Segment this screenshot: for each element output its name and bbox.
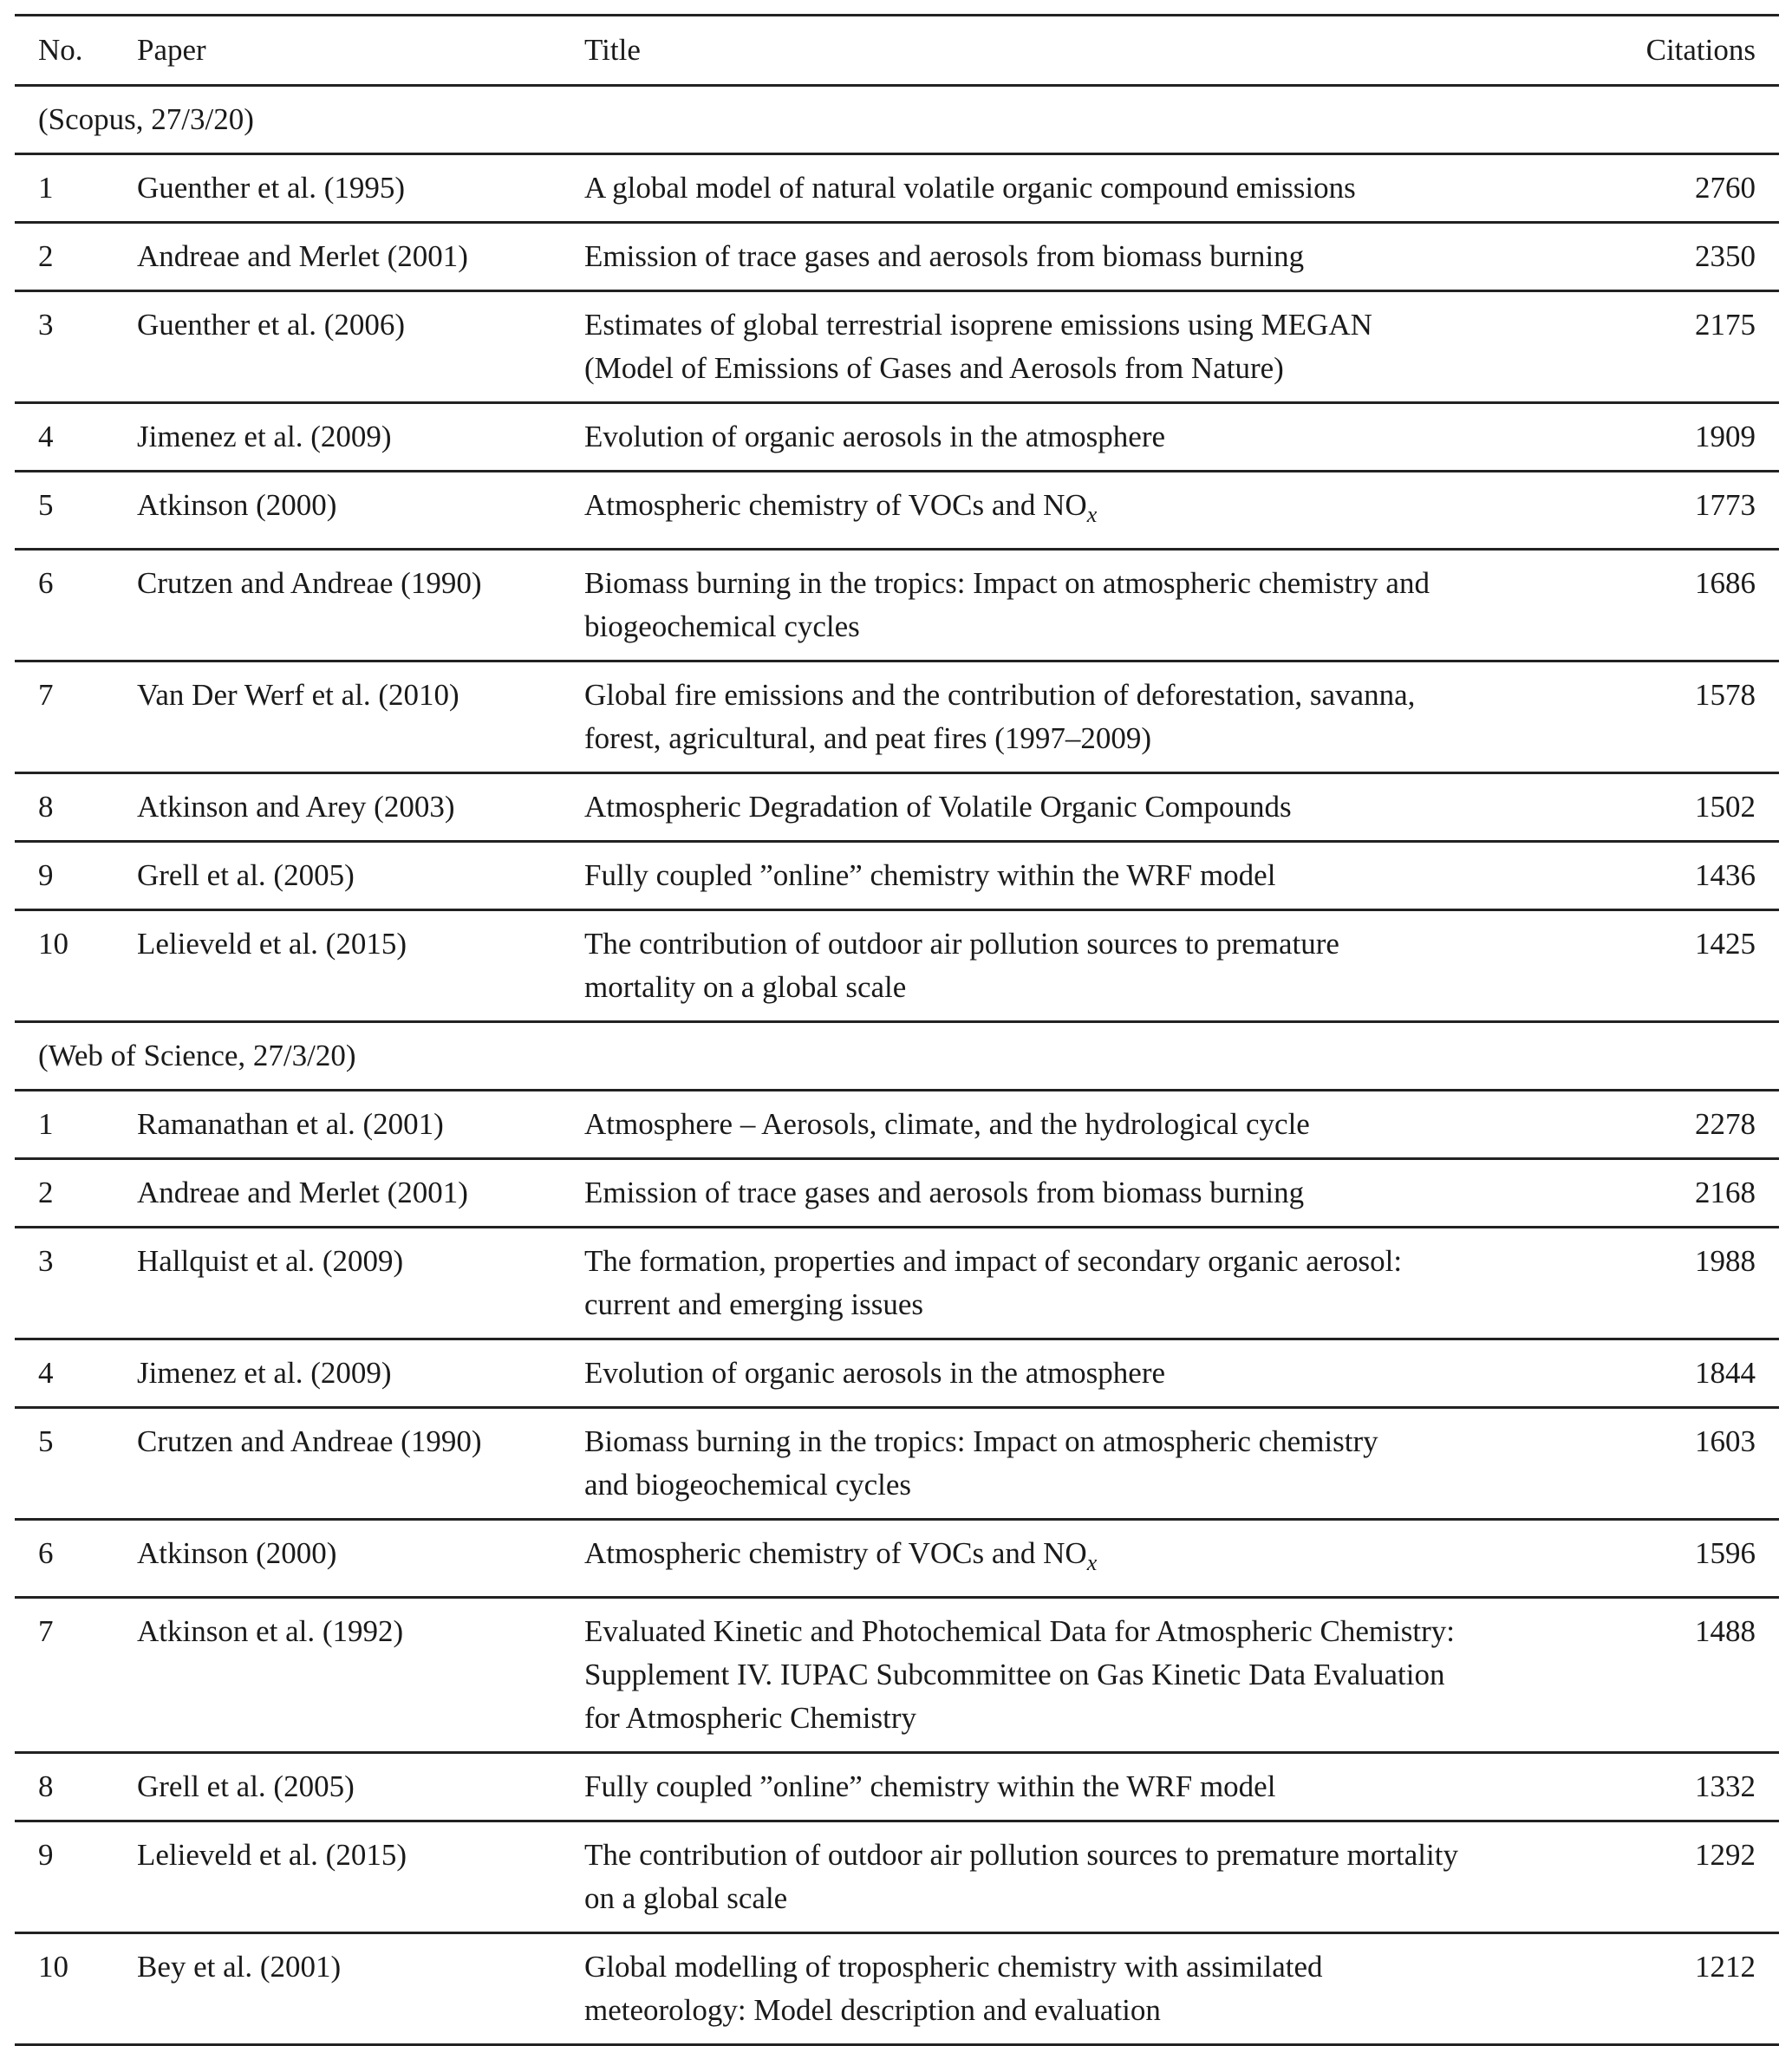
- table-row: [15, 155, 1779, 224]
- paper-title: [584, 1103, 1590, 1146]
- citation-count: 2760: [1695, 171, 1756, 205]
- title-text: Biomass burning in the tropics: Impact on atmospheric chemistry and: [584, 566, 1430, 600]
- title-text: Fully coupled ”online” chemistry within the WRF model: [584, 858, 1276, 892]
- citation-count: 1686: [1695, 566, 1756, 600]
- paper-reference: Hallquist et al. (2009): [137, 1244, 404, 1278]
- title-text: forest, agricultural, and peat fires (1997–2009): [584, 721, 1152, 755]
- row-number: 7: [38, 1614, 54, 1648]
- title-text: Atmospheric Degradation of Volatile Organic Compounds: [584, 790, 1292, 824]
- row-number: 1: [38, 1107, 54, 1141]
- title-line: [584, 303, 1590, 347]
- title-line: [584, 1352, 1590, 1395]
- title-text: Emission of trace gases and aerosols from biomass burning: [584, 1176, 1305, 1209]
- paper-reference: Atkinson (2000): [137, 1536, 337, 1570]
- citation-count: 1425: [1695, 927, 1756, 961]
- title-line: [584, 1283, 1590, 1326]
- paper-title: [584, 303, 1590, 390]
- paper-title: [584, 415, 1590, 459]
- title-line: [584, 1463, 1590, 1507]
- paper-reference: Andreae and Merlet (2001): [137, 1176, 468, 1209]
- row-number: 2: [38, 239, 54, 273]
- paper-reference: Jimenez et al. (2009): [137, 1356, 392, 1390]
- row-number: 2: [38, 1176, 54, 1209]
- paper-reference: Atkinson et al. (1992): [137, 1614, 404, 1648]
- title-text: meteorology: Model description and evaluation: [584, 1993, 1161, 2027]
- title-text: Estimates of global terrestrial isoprene emissions using MEGAN: [584, 308, 1372, 342]
- paper-title: [584, 1352, 1590, 1395]
- table-row: [15, 472, 1779, 551]
- title-line: [584, 347, 1590, 390]
- row-number: 3: [38, 1244, 54, 1278]
- title-text: The contribution of outdoor air pollution sources to premature mortality: [584, 1838, 1458, 1872]
- citation-count: 1212: [1695, 1950, 1756, 1984]
- citation-count: 1603: [1695, 1424, 1756, 1458]
- title-line: [584, 1697, 1590, 1740]
- title-line: [584, 1877, 1590, 1920]
- table-row: [15, 1822, 1779, 1934]
- row-number: 10: [38, 1950, 68, 1984]
- title-line: [584, 1240, 1590, 1283]
- title-text: current and emerging issues: [584, 1287, 924, 1321]
- citation-count: 2168: [1695, 1176, 1756, 1209]
- citation-count: 1488: [1695, 1614, 1756, 1648]
- row-number: 6: [38, 1536, 54, 1570]
- table-row: [15, 1934, 1779, 2046]
- paper-reference: Guenther et al. (1995): [137, 171, 406, 205]
- citation-count: 1436: [1695, 858, 1756, 892]
- table-row: [15, 1340, 1779, 1409]
- row-number: 9: [38, 858, 54, 892]
- header-title: Title: [584, 33, 641, 67]
- table-row: [15, 911, 1779, 1023]
- title-line: [584, 1765, 1590, 1808]
- title-text: Emission of trace gases and aerosols from biomass burning: [584, 239, 1305, 273]
- title-line: [584, 1103, 1590, 1146]
- paper-reference: Andreae and Merlet (2001): [137, 239, 468, 273]
- title-line: [584, 605, 1590, 648]
- paper-title: [584, 484, 1590, 537]
- citation-count: 2278: [1695, 1107, 1756, 1141]
- title-line: [584, 1420, 1590, 1463]
- title-text: The contribution of outdoor air pollution sources to premature: [584, 927, 1339, 961]
- paper-reference: Lelieveld et al. (2015): [137, 927, 407, 961]
- title-line: [584, 1653, 1590, 1697]
- title-line: [584, 415, 1590, 459]
- section-label: (Scopus, 27/3/20): [38, 102, 254, 136]
- paper-title: [584, 562, 1590, 648]
- citation-count: 2350: [1695, 239, 1756, 273]
- title-subscript: x: [1086, 1550, 1098, 1575]
- paper-title: [584, 1240, 1590, 1326]
- title-line: [584, 562, 1590, 605]
- table-row: [15, 224, 1779, 292]
- title-line: [584, 1834, 1590, 1877]
- title-text: Atmospheric chemistry of VOCs and NO: [584, 1536, 1087, 1570]
- title-line: [584, 1171, 1590, 1215]
- title-line: [584, 235, 1590, 278]
- paper-title: [584, 854, 1590, 897]
- title-line: [584, 1945, 1590, 1989]
- table-row: [15, 1160, 1779, 1228]
- paper-title: [584, 674, 1590, 760]
- title-line: [584, 785, 1590, 829]
- title-line: [584, 166, 1590, 210]
- table-row: [15, 1754, 1779, 1822]
- title-text: Global fire emissions and the contribution of deforestation, savanna,: [584, 678, 1416, 712]
- row-number: 6: [38, 566, 54, 600]
- table-row: [15, 404, 1779, 472]
- row-number: 4: [38, 420, 54, 453]
- table-row: [15, 1599, 1779, 1754]
- paper-title: [584, 166, 1590, 210]
- title-line: [584, 1610, 1590, 1653]
- table-row: [15, 1521, 1779, 1599]
- paper-reference: Grell et al. (2005): [137, 858, 355, 892]
- citation-count: 1773: [1695, 488, 1756, 522]
- section-label: (Web of Science, 27/3/20): [38, 1039, 356, 1072]
- paper-title: [584, 235, 1590, 278]
- title-text: Evolution of organic aerosols in the atmosphere: [584, 420, 1166, 453]
- section-row: [15, 1023, 1779, 1091]
- row-number: 8: [38, 1769, 54, 1803]
- table-body: [15, 87, 1779, 2046]
- title-text: Fully coupled ”online” chemistry within the WRF model: [584, 1769, 1276, 1803]
- paper-reference: Guenther et al. (2006): [137, 308, 406, 342]
- citation-count: 1292: [1695, 1838, 1756, 1872]
- row-number: 10: [38, 927, 68, 961]
- table-row: [15, 662, 1779, 774]
- paper-reference: Lelieveld et al. (2015): [137, 1838, 407, 1872]
- header-no: No.: [38, 33, 83, 67]
- citation-count: 1596: [1695, 1536, 1756, 1570]
- row-number: 8: [38, 790, 54, 824]
- table-row: [15, 774, 1779, 843]
- citations-table: [15, 14, 1779, 2046]
- citation-count: 1909: [1695, 420, 1756, 453]
- title-subscript: x: [1086, 502, 1098, 527]
- title-text: on a global scale: [584, 1881, 788, 1915]
- paper-reference: Crutzen and Andreae (1990): [137, 1424, 482, 1458]
- citation-count: 1578: [1695, 678, 1756, 712]
- row-number: 3: [38, 308, 54, 342]
- table-row: [15, 1091, 1779, 1160]
- paper-title: [584, 1610, 1590, 1740]
- table-row: [15, 843, 1779, 911]
- paper-reference: Jimenez et al. (2009): [137, 420, 392, 453]
- row-number: 5: [38, 488, 54, 522]
- paper-reference: Atkinson (2000): [137, 488, 337, 522]
- title-text: Supplement IV. IUPAC Subcommittee on Gas Kinetic Data Evaluation: [584, 1658, 1445, 1691]
- paper-title: [584, 1171, 1590, 1215]
- paper-reference: Van Der Werf et al. (2010): [137, 678, 459, 712]
- paper-reference: Ramanathan et al. (2001): [137, 1107, 444, 1141]
- title-text: Atmospheric chemistry of VOCs and NO: [584, 488, 1087, 522]
- title-text: for Atmospheric Chemistry: [584, 1701, 917, 1735]
- title-line: [584, 674, 1590, 717]
- table-header-row: [15, 16, 1779, 87]
- citation-count: 2175: [1695, 308, 1756, 342]
- title-text: The formation, properties and impact of secondary organic aerosol:: [584, 1244, 1403, 1278]
- header-paper: Paper: [137, 33, 206, 67]
- paper-title: [584, 1420, 1590, 1507]
- table-row: [15, 1409, 1779, 1521]
- title-text: biogeochemical cycles: [584, 609, 860, 643]
- paper-reference: Bey et al. (2001): [137, 1950, 342, 1984]
- title-line: [584, 1989, 1590, 2032]
- paper-title: [584, 785, 1590, 829]
- row-number: 4: [38, 1356, 54, 1390]
- title-text: Evolution of organic aerosols in the atmosphere: [584, 1356, 1166, 1390]
- title-text: Evaluated Kinetic and Photochemical Data for Atmospheric Chemistry:: [584, 1614, 1456, 1648]
- row-number: 7: [38, 678, 54, 712]
- title-text: A global model of natural volatile organic compound emissions: [584, 171, 1356, 205]
- paper-title: [584, 1765, 1590, 1808]
- title-text: Global modelling of tropospheric chemistry with assimilated: [584, 1950, 1323, 1984]
- title-line: [584, 1532, 1590, 1585]
- row-number: 5: [38, 1424, 54, 1458]
- paper-reference: Atkinson and Arey (2003): [137, 790, 455, 824]
- section-row: [15, 87, 1779, 155]
- title-text: Atmosphere – Aerosols, climate, and the hydrological cycle: [584, 1107, 1310, 1141]
- table-row: [15, 551, 1779, 662]
- title-line: [584, 922, 1590, 966]
- title-line: [584, 854, 1590, 897]
- citation-count: 1332: [1695, 1769, 1756, 1803]
- row-number: 1: [38, 171, 54, 205]
- title-line: [584, 717, 1590, 760]
- citation-count: 1844: [1695, 1356, 1756, 1390]
- citation-count: 1988: [1695, 1244, 1756, 1278]
- title-text: Biomass burning in the tropics: Impact on atmospheric chemistry: [584, 1424, 1378, 1458]
- table-row: [15, 292, 1779, 404]
- title-text: (Model of Emissions of Gases and Aerosols from Nature): [584, 351, 1284, 385]
- title-line: [584, 484, 1590, 537]
- header-citations: Citations: [1645, 33, 1756, 67]
- title-text: mortality on a global scale: [584, 970, 907, 1004]
- paper-title: [584, 1532, 1590, 1585]
- paper-title: [584, 1834, 1590, 1920]
- paper-title: [584, 922, 1590, 1009]
- table-row: [15, 1228, 1779, 1340]
- paper-title: [584, 1945, 1590, 2032]
- paper-reference: Grell et al. (2005): [137, 1769, 355, 1803]
- citation-count: 1502: [1695, 790, 1756, 824]
- title-line: [584, 966, 1590, 1009]
- paper-reference: Crutzen and Andreae (1990): [137, 566, 482, 600]
- row-number: 9: [38, 1838, 54, 1872]
- title-text: and biogeochemical cycles: [584, 1468, 912, 1502]
